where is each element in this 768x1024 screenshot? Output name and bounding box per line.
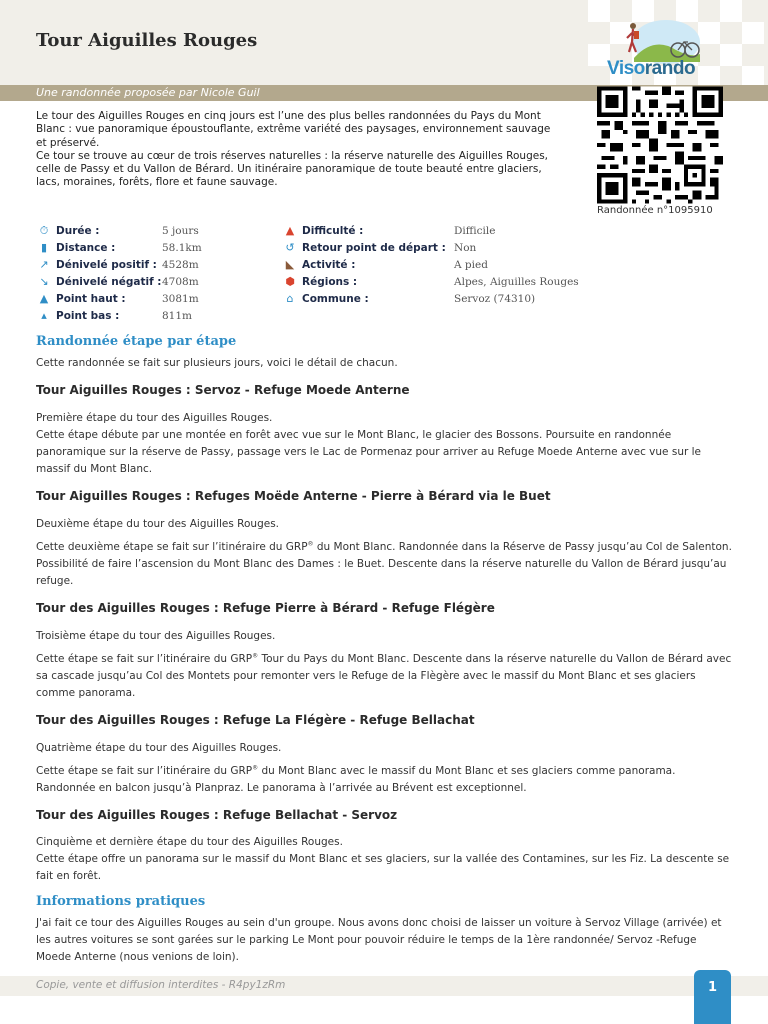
difficulty-icon: ▲ [285,224,295,237]
step-5-text: Cinquième et dernière étape du tour des Aiguilles Rouges. Cette étape offre un panorama sur le massif du Mont Blanc et ses glaciers, sur la vallée des Contamines, sur les Fiz. La descente se fait en forêt. [36,836,730,882]
qr-code[interactable] [597,86,723,204]
step-1-text: Première étape du tour des Aiguilles Rouges. Cette étape débute par une montée en forêt avec vue sur le Mont Blanc, le glacier des Bossons. Poursuite en randonnée panoramique sur la réserve de Passy, passage vers le Lac de Pormenaz pour arriver au Refuge Moede Anterne avec vue sur le massif du Mont Blanc. [36,412,702,475]
step-2-title: Tour Aiguilles Rouges : Refuges Moëde Anterne - Pierre à Bérard via le Buet [36,489,551,503]
randonnee-number: Randonnée n°1095910 [597,205,713,216]
intro-text [36,110,556,190]
return-icon: ↺ [285,241,295,254]
steps-intro: Cette randonnée se fait sur plusieurs jours, voici le détail de chacun. [36,357,398,369]
visorando-wordmark: Visorando [607,58,696,79]
intro-paragraph-1: Le tour des Aiguilles Rouges en cinq jours est l’une des plus belles randonnées du Pays du Mont Blanc : vue panoramique époustouflante, extrême variété des paysages, environnement sauvage et préservé. [36,110,551,149]
distance-icon: ▮ [40,241,48,254]
page-title: Tour Aiguilles Rouges [36,30,258,51]
step-2-text: Deuxième étape du tour des Aiguilles Rouges. Cette deuxième étape se fait sur l’itinéraire du GRP® du Mont Blanc. Randonnée dans la Réserve de Passy jusqu’au Col de Salenton. Possibilité de faire l’ascension du Mont Blanc des Dames : le Buet. Descente dans la réserve naturelle du Vallon de Bérard jusqu’au refuge. [36,518,732,587]
step-3-text: Troisième étape du tour des Aiguilles Rouges. Cette étape se fait sur l’itinéraire du GRP® Tour du Pays du Mont Blanc. Descente dans la réserve naturelle du Vallon de Bérard avec sa cascade jusqu’au Col des Montets pour remonter vers le Refuge de la Flègère avec le massif du Mont Blanc et ses glaciers comme panorama. [36,630,732,699]
step-4-text: Quatrième étape du tour des Aiguilles Rouges. Cette étape se fait sur l’itinéraire du GRP® du Mont Blanc avec le massif du Mont Blanc et ses glaciers comme panorama. Randonnée en balcon jusqu’à Planpraz. Le panorama à l’arrivée au Brévent est exceptionnel. [36,742,676,794]
steps-heading: Randonnée étape par étape [36,334,237,349]
practical-heading: Informations pratiques [36,894,206,909]
practical-text: J'ai fait ce tour des Aiguilles Rouges au sein d'un groupe. Nous avons donc choisi de laisser un voiture à Servoz Village (arrivée) et les autres voitures se sont garées sur le parking Le Mont pour pouvoir réduire le temps de la 1ère randonnée/ Servoz -Refuge Moede Anterne (nous venions de loin). [36,917,722,963]
copyright-footer: Copie, vente et diffusion interdites - R4py1zRm [36,979,286,991]
peak-icon: ▲ [39,292,49,305]
stopwatch-icon: ⏱ [39,224,49,237]
step-3-title: Tour des Aiguilles Rouges : Refuge Pierre à Bérard - Refuge Flégère [36,601,495,615]
author-subtitle: Une randonnée proposée par Nicole Guil [36,86,260,99]
ascent-icon: ↗ [39,258,49,271]
hiking-boot-icon: ◣ [285,258,295,271]
intro-paragraph-2: Ce tour se trouve au cœur de trois réserves naturelles : la réserve naturelle des Aiguilles Rouges, celle de Passy et du Vallon de Bérard. Un itinéraire panoramique de toute beauté entre glaciers, lacs, moraines, forêts, flore et faune sauvage. [36,149,549,189]
page-number: 1 [694,970,731,1024]
descent-icon: ↘ [39,275,49,288]
step-4-title: Tour des Aiguilles Rouges : Refuge La Flégère - Refuge Bellachat [36,713,475,727]
town-hall-icon: ⌂ [286,292,294,305]
step-1-title: Tour Aiguilles Rouges : Servoz - Refuge Moede Anterne [36,383,410,397]
step-5-title: Tour des Aiguilles Rouges : Refuge Bellachat - Servoz [36,808,398,822]
region-icon: ⬢ [285,275,295,288]
low-point-icon: ▴ [41,309,47,322]
